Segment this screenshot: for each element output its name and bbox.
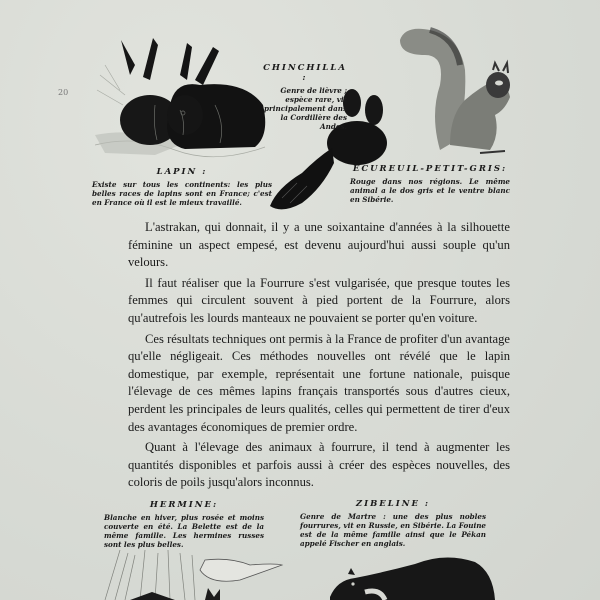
caption-text: Existe sur tous les continents: les plus belles races de lapins sont en France; c'est en France où il est le mieux travaillé.	[92, 180, 272, 207]
caption-title: LAPIN :	[156, 167, 208, 177]
caption-title: ZIBELINE :	[355, 499, 431, 509]
ermine-illustration	[100, 545, 290, 600]
caption-text: Rouge dans nos régions. Le même animal a le dos gris et le ventre blanc en Sibérie.	[350, 177, 510, 204]
rabbits-illustration	[95, 35, 270, 160]
caption-hermine	[104, 500, 264, 549]
article-body	[128, 219, 510, 495]
caption-lapin	[92, 167, 272, 207]
squirrel-illustration	[395, 25, 520, 160]
caption-title: ECUREUIL-PETIT-GRIS:	[352, 164, 508, 174]
article-paragraph: Ces résultats techniques ont permis à la France de profiter d'un avantage qu'elle négligeait. Ces méthodes nouvelles ont révélé que le lapin domestique, par exemple, représentait une fortune nationale, puisque l'élevage de ces mêmes lapins français transportés sous d'autres cieux, perdent les principales de leurs qualités, celles qui permettent de tirer d'eux des avantages économiques de premier ordre.	[128, 331, 510, 434]
caption-zibeline	[300, 499, 486, 548]
caption-text: Genre de Martre : une des plus nobles fourrures, vit en Russie, en Sibérie. La Fouine est de la même famille ainsi que le Pékan appelé Fischer en anglais.	[300, 512, 486, 548]
caption-text: Blanche en hiver, plus rosée et moins couverte en été. La Belette est de la même famille. Les hermines russes sont les plus belles.	[104, 513, 264, 549]
caption-chinchilla	[263, 63, 347, 131]
caption-text: Genre de lièvre ; espèce rare, vit principalement dans la Cordillère des Andes.	[263, 86, 347, 131]
caption-title: CHINCHILLA :	[263, 63, 347, 83]
caption-ecureuil	[350, 164, 510, 204]
article-paragraph: Quant à l'élevage des animaux à fourrure, il tend à augmenter les quantités disponibles et parfois aussi à créer des espèces nouvelles, des coloris de poils jusqu'alors inconnus.	[128, 440, 510, 490]
sable-illustration	[325, 552, 500, 600]
margin-mark: 20	[58, 88, 69, 97]
article-paragraph: L'astrakan, qui donnait, il y a une soixantaine d'années à la silhouette féminine un aspect empesé, est devenu aujourd'hui aussi souple qu'un velours.	[128, 220, 510, 270]
article-paragraph: Il faut réaliser que la Fourrure s'est vulgarisée, que presque toutes les femmes qui circulent souvent à pied portent de la Fourrure, alors qu'autrefois les lourds manteaux ne pouvaient se porter qu'en voiture.	[128, 275, 510, 325]
caption-title: HERMINE:	[149, 500, 219, 510]
